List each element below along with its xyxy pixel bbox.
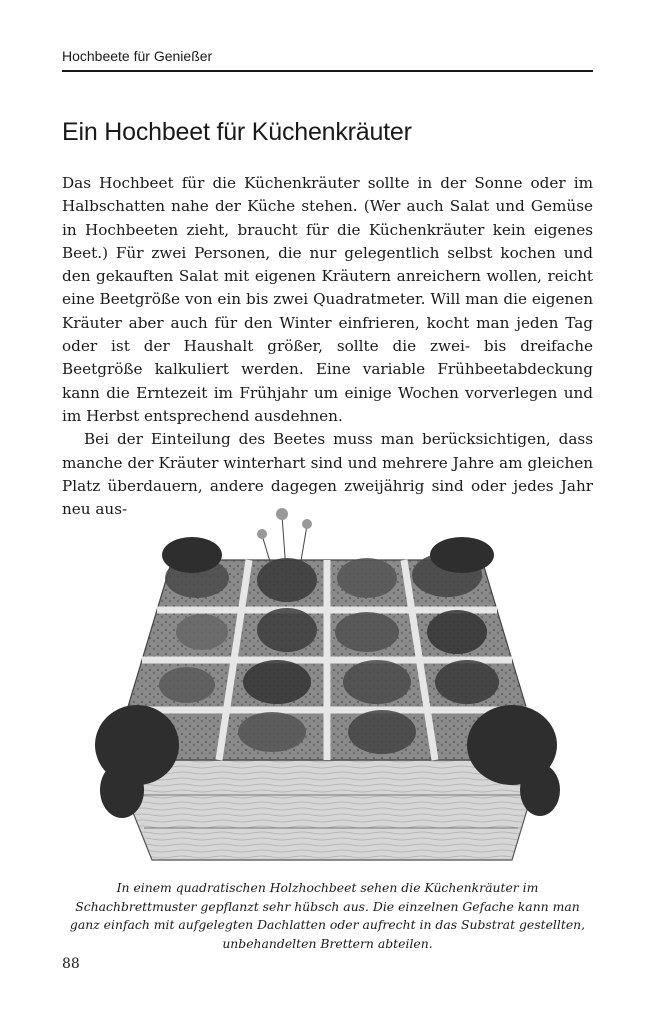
page-number: 88 bbox=[62, 956, 80, 972]
figure-caption: In einem quadratischen Holzhochbeet sehen die Küchenkräuter im Schachbrettmuster gepflanzt sehr hübsch aus. Die einzelnen Gefache kann man ganz einfach mit aufgelegten Dachlatten oder aufrecht in das Substrat gestellten, unbehandelten Brettern abteilen. bbox=[69, 880, 586, 951]
running-head: Hochbeete für Genießer bbox=[62, 48, 213, 64]
paragraph-1: Das Hochbeet für die Küchenkräuter sollte in der Sonne oder im Halbschatten nahe der Küche stehen. (Wer auch Salat und Gemüse in Hochbeeten zieht, braucht für die Küchenkräuter kein eigenes Beet.) Für zwei Personen, die nur gelegentlich selbst kochen und den gekauften Salat mit eigenen Kräutern anreichern wollen, reicht eine Beetgröße von ein bis zwei Quadratmeter. Will man die eigenen Kräuter aber auch für den Winter einfrieren, kocht man jeden Tag oder ist der Haushalt größer, sollte die zwei- bis dreifache Beetgröße kalkuliert werden. Eine variable Frühbeetabdeckung kann die Erntezeit im Frühjahr um einige Wochen vorverlegen und im Herbst entsprechend ausdehnen. bbox=[62, 174, 593, 425]
header-rule bbox=[62, 70, 593, 72]
paragraph-2: Bei der Einteilung des Beetes muss man berücksichtigen, dass manche der Kräuter winterhart sind und mehrere Jahre am gleichen Platz überdauern, andere dagegen zweijährig sind oder jedes Jahr neu aus- bbox=[62, 430, 593, 519]
section-title: Ein Hochbeet für Küchenkräuter bbox=[62, 118, 412, 146]
flower-heads bbox=[257, 508, 312, 539]
raised-bed-illustration bbox=[92, 500, 562, 870]
body-text bbox=[62, 172, 593, 521]
